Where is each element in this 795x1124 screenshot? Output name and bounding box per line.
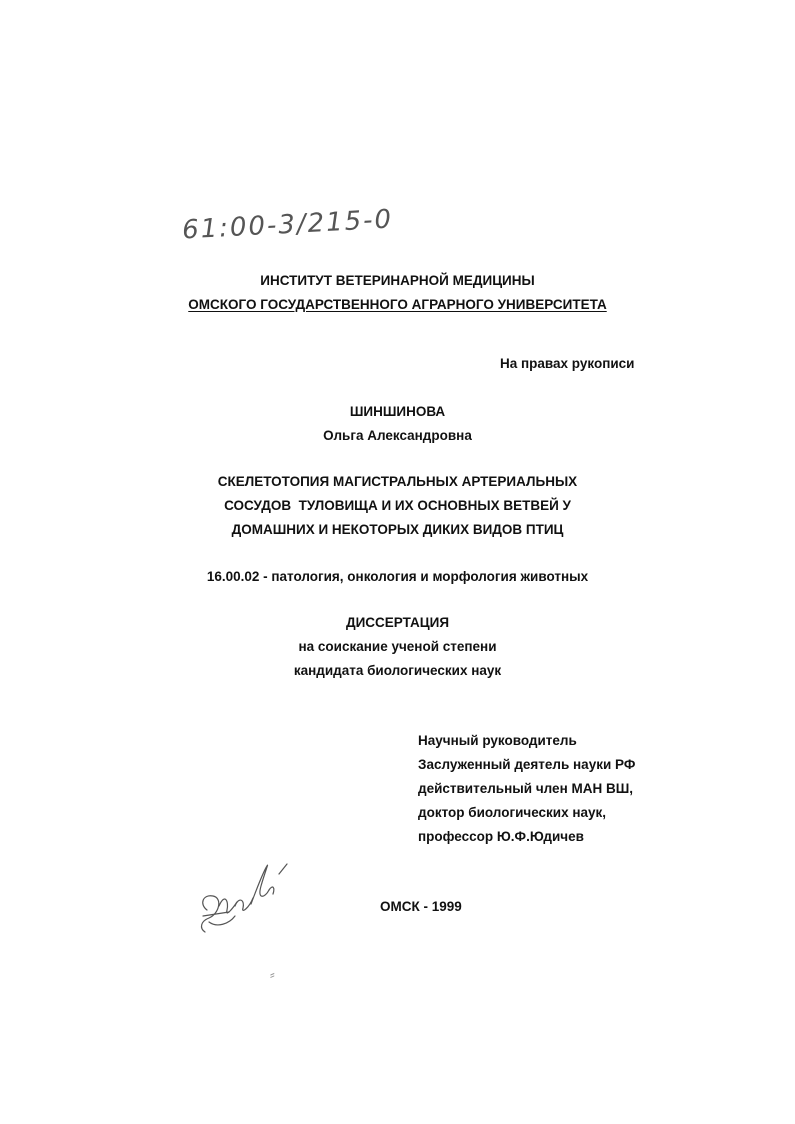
specialty-code: 16.00.02 - патология, онкология и морфология животных <box>206 569 589 584</box>
supervisor-line-3: действительный член МАН ВШ, <box>418 781 634 796</box>
author-surname: ШИНШИНОВА <box>349 404 446 419</box>
title-line-2: СОСУДОВ ТУЛОВИЩА И ИХ ОСНОВНЫХ ВЕТВЕЙ У <box>224 498 571 513</box>
institution-line-2 <box>0 296 795 314</box>
title-line-3: ДОМАШНИХ И НЕКОТОРЫХ ДИКИХ ВИДОВ ПТИЦ <box>231 522 564 537</box>
author-given-names: Ольга Александровна <box>323 428 472 443</box>
scan-speck: ⸗ <box>270 966 275 982</box>
supervisor-line-1: Научный руководитель <box>418 733 577 748</box>
institution-line-2-text: ОМСКОГО ГОСУДАРСТВЕННОГО АГРАРНОГО УНИВЕРСИТЕТА <box>188 297 607 312</box>
handwritten-archive-number: 61:00-3/215-0 <box>181 204 394 246</box>
handwritten-signature <box>195 858 295 943</box>
supervisor-line-2: Заслуженный деятель науки РФ <box>418 757 636 772</box>
title-line-1: СКЕЛЕТОТОПИЯ МАГИСТРАЛЬНЫХ АРТЕРИАЛЬНЫХ <box>217 474 578 489</box>
place-year: ОМСК - 1999 <box>380 899 462 914</box>
thesis-purpose-line-1: на соискание ученой степени <box>298 639 497 654</box>
thesis-purpose-line-2: кандидата биологических наук <box>293 663 502 678</box>
rights-note: На правах рукописи <box>500 356 635 371</box>
thesis-type: ДИССЕРТАЦИЯ <box>345 615 450 630</box>
supervisor-line-5: профессор Ю.Ф.Юдичев <box>418 829 584 844</box>
institution-line-1: ИНСТИТУТ ВЕТЕРИНАРНОЙ МЕДИЦИНЫ <box>260 273 535 288</box>
supervisor-line-4: доктор биологических наук, <box>418 805 607 820</box>
